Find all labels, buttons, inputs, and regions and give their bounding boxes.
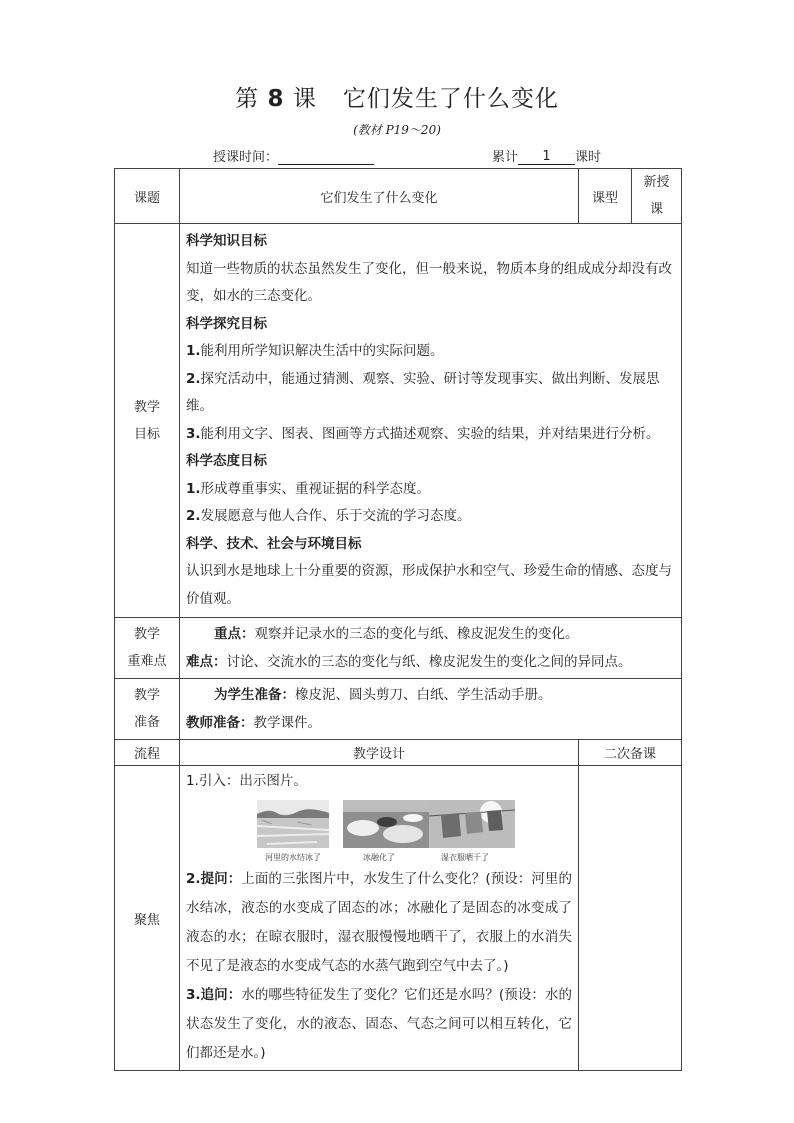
frozen-river-image <box>257 800 329 848</box>
second-prep-header: 二次备课 <box>579 740 682 766</box>
question-3: 3.追问：水的哪些特征发生了变化？它们还是水吗？(预设：水的状态发生了变化，水的液态、固态、气态之间可以相互转化，它们都还是水。) <box>186 987 572 1061</box>
lesson-name: 它们发生了什么变化 <box>342 86 559 112</box>
focus-point: 重点：观察并记录水的三态的变化与纸、橡皮泥发生的变化。 <box>214 626 579 642</box>
question-2: 2.提问：上面的三张图片中，水发生了什么变化？(预设：河里的水结冰，液态的水变成了固态的冰；冰融化了是固态的冰变成了液态的水；在晾衣服时，湿衣服慢慢地晒干了，衣服上的水消失不见了是液态的水变成气态的水蒸气跑到空气中去了。) <box>186 871 572 974</box>
topic-value: 它们发生了什么变化 <box>180 169 579 224</box>
sts-goal-heading: 科学、技术、社会与环境目标 <box>186 535 362 552</box>
cumulative-label: 累计 <box>492 150 519 165</box>
knowledge-goal-heading: 科学知识目标 <box>186 233 267 249</box>
textbook-reference: (教材 P19～20) <box>353 123 441 137</box>
inquiry-goal-1: 1.能利用所学知识解决生活中的实际问题。 <box>186 343 444 359</box>
lesson-title <box>0 80 794 113</box>
inquiry-goal-2: 2.探究活动中，能通过猜测、观察、实验、研讨等发现事实、做出判断、发展思维。 <box>186 370 660 414</box>
knowledge-goal-text: 知道一些物质的状态虽然发生了变化，但一般来说，物质本身的组成成分却没有改变，如水的三态变化。 <box>186 260 672 304</box>
lesson-prefix: 第 <box>235 86 260 112</box>
keypoints-label <box>115 618 180 679</box>
type-label: 课型 <box>579 169 632 224</box>
sts-goal-text: 认识到水是地球上十分重要的资源，形成保护水和空气、珍爱生命的情感、态度与价值观。 <box>186 563 672 607</box>
student-prep: 为学生准备：橡皮泥、圆头剪刀、白纸、学生活动手册。 <box>214 687 552 703</box>
prep-label-line1: 教学 <box>133 688 160 703</box>
lesson-suffix: 课 <box>292 86 317 112</box>
prep-label-line2: 准备 <box>133 715 160 730</box>
goals-label-line1: 教学 <box>133 399 160 415</box>
goals-label-line2: 目标 <box>133 426 160 442</box>
difficulty-point: 难点：讨论、交流水的三态的变化与纸、橡皮泥发生的变化之间的异同点。 <box>186 654 632 670</box>
focus-section-label: 聚焦 <box>115 766 180 1071</box>
intro-step: 1.引入：出示图片。 <box>186 773 307 789</box>
image-card-melting <box>343 800 415 863</box>
melting-ice-image <box>343 800 429 848</box>
design-header: 教学设计 <box>180 740 579 766</box>
second-prep-cell[interactable] <box>579 766 682 1071</box>
image-caption-melting: 冰融化了 <box>363 853 395 862</box>
prep-content <box>180 679 682 740</box>
cumulative-value: 1 <box>518 149 575 165</box>
attitude-goal-2: 2.发展愿意与他人合作、乐于交流的学习态度。 <box>186 508 471 524</box>
inquiry-goal-3: 3.能利用文字、图表、图画等方式描述观察、实验的结果，并对结果进行分析。 <box>186 425 660 442</box>
goals-content <box>180 224 682 618</box>
period-unit: 课时 <box>575 150 602 165</box>
image-card-frozen <box>257 800 329 863</box>
lesson-plan-table <box>114 168 682 1071</box>
drying-clothes-image <box>429 800 515 848</box>
prep-label <box>115 679 180 740</box>
design-content <box>180 766 579 1071</box>
teacher-prep: 教师准备：教学课件。 <box>186 715 321 731</box>
image-row <box>186 800 572 863</box>
inquiry-goal-heading: 科学探究目标 <box>186 315 267 332</box>
keypoints-content <box>180 618 682 679</box>
type-value-line2: 课 <box>649 202 663 217</box>
image-card-drying <box>429 800 501 863</box>
topic-label: 课题 <box>115 169 180 224</box>
teaching-time-field[interactable] <box>278 149 374 165</box>
teaching-time-label: 授课时间： <box>213 150 279 165</box>
lesson-number: 8 <box>267 86 285 112</box>
attitude-goal-heading: 科学态度目标 <box>186 453 267 469</box>
cumulative-periods <box>492 146 601 165</box>
goals-label <box>115 224 180 618</box>
image-caption-frozen: 河里的水结冰了 <box>265 853 321 862</box>
image-caption-drying: 湿衣服晒干了 <box>441 853 489 862</box>
attitude-goal-1: 1.形成尊重事实、重视证据的科学态度。 <box>186 480 431 497</box>
keypoints-label-line2: 重难点 <box>127 654 167 669</box>
type-value <box>632 169 682 224</box>
process-header: 流程 <box>115 740 180 766</box>
type-value-line1: 新授 <box>643 175 670 190</box>
keypoints-label-line1: 教学 <box>133 627 160 642</box>
teaching-time <box>213 146 374 165</box>
